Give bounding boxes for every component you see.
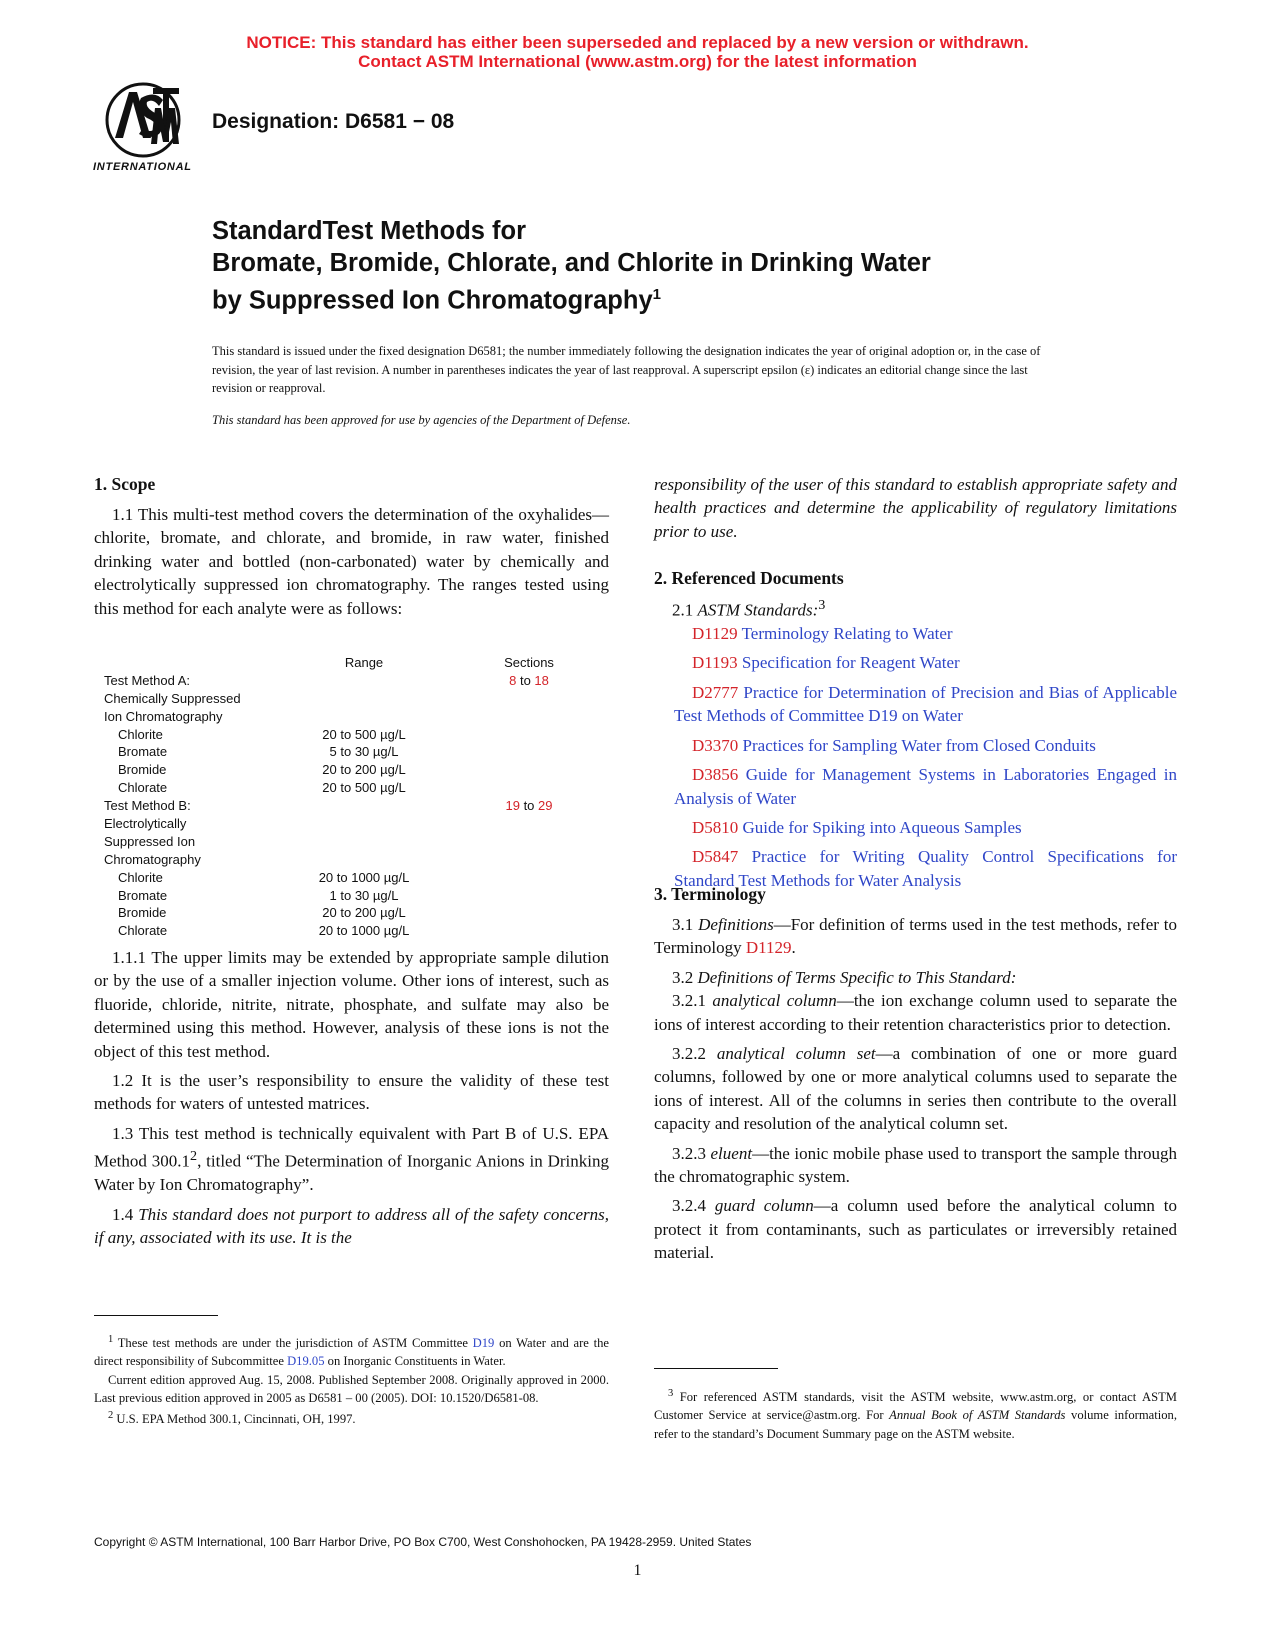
ref-title[interactable]: Practices for Sampling Water from Closed Conduits [738,735,1096,755]
range-value: 1 to 30 µg/L [329,887,399,903]
footnote-1-text: These test methods are under the jurisdiction of ASTM Committee [113,1336,473,1351]
ref-title[interactable]: Terminology Relating to Water [737,624,953,644]
ref-code[interactable]: D2777 [692,682,739,702]
terminology-section [654,883,766,906]
analyte: Bromate [118,744,168,760]
table-row [104,869,574,887]
footnote-mark-2[interactable]: 2 [189,1148,198,1165]
range-table [104,654,574,940]
analyte: Chlorite [118,726,163,742]
para-1-1-1: 1.1.1 The upper limits may be extended by appropriate sample dilution or by the use of a smaller injection volume. Other ions of interest, such as fluoride, chloride, nitrite, nitrate, phosphate, and sulfate may also be determined using this method. However, analysis of these ions is not the object of this test method. [94,948,609,1061]
copyright: Copyright © ASTM International, 100 Barr Harbor Drive, PO Box C700, West Conshohocken, PA 19428-2959. United States [94,1535,752,1549]
para-num: 3.1 [672,915,699,934]
range-value: 20 to 500 µg/L [322,780,406,796]
notice-line-1: NOTICE: This standard has either been superseded and replaced by a new version or withdrawn. [246,33,1029,52]
footnote-1-text: on Water and are the direct responsibility of Subcommittee [94,1336,609,1369]
method-a-label: Ion Chromatography [104,708,223,724]
para-1-4-cont-text: responsibility of the user of this standard to establish appropriate safety and health practices and determine the applicability of regulatory limitations prior to use. [654,475,1177,541]
footnote-3 [654,1385,1177,1443]
para-3-2 [654,966,1177,989]
para-1-2: 1.2 It is the user’s responsibility to ensure the validity of these test methods for waters of untested matrices. [94,1071,609,1114]
supersede-notice [0,33,1275,71]
def-term: analytical column set [716,1044,876,1064]
page-title [212,215,1112,317]
d1129-link[interactable]: D1129 [745,938,792,958]
title-footnote-mark: 1 [652,286,661,303]
header-sections: Sections [504,655,554,670]
sub-label: ASTM Standards: [697,600,819,620]
ref-code[interactable]: D5847 [692,847,739,867]
method-b-label: Electrolytically [104,816,187,832]
footnote-2-mark: 2 [108,1410,114,1422]
table-row [104,726,574,744]
definition [654,1194,1177,1264]
table-header-row [104,654,574,672]
terminology-heading: 3. Terminology [654,884,766,904]
title-line-1: StandardTest Methods for [212,217,527,245]
footnote-divider [94,1315,218,1316]
definition [654,1142,1177,1189]
range-value: 20 to 200 µg/L [322,762,406,778]
scope-body-continued [94,946,609,1256]
ref-item[interactable] [654,681,1177,728]
range-value: 20 to 1000 µg/L [318,923,410,939]
def-num: 3.2.2 [672,1044,717,1064]
analyte: Bromate [118,887,168,903]
logo-international-text: INTERNATIONAL [93,161,191,173]
preamble-dod: This standard has been approved for use by agencies of the Department of Defense. [212,413,631,427]
para-num: 3.2 [672,967,698,987]
footnote-edition: Current edition approved Aug. 15, 2008. Published September 2008. Originally approved in 2000. Last previous edition approved in 2005 as D6581 – 00 (2005). DOI: 10.1520/D6581-08. [94,1372,609,1406]
footnote-2-text: U.S. EPA Method 300.1, Cincinnati, OH, 1997. [113,1412,356,1427]
footnote-3-a: For referenced ASTM standards, visit the ASTM website, www.astm.org, or contact ASTM Customer Service at service@astm.org. For [654,1390,1177,1423]
para-1-4-italic: This standard does not purport to address all of the safety concerns, if any, associated with its use. It is the [94,1204,610,1248]
footnote-1-text: on Inorganic Constituents in Water. [324,1354,506,1369]
method-b-label: Chromatography [104,851,201,867]
ref-title[interactable]: Practice for Writing Quality Control Specifications for Standard Test Methods for Water Analysis [674,847,1177,890]
def-text: —the ion exchange column used to separate the ions of interest according to their retention characteristics prior to detection. [654,991,1178,1034]
range-value: 20 to 200 µg/L [322,905,406,921]
footnote-2 [94,1407,609,1428]
def-num: 3.2.4 [672,1196,715,1216]
method-a-sections [479,672,579,690]
ref-code[interactable]: D3856 [692,765,739,785]
table-row [104,815,574,833]
def-term: guard column [714,1196,814,1216]
refdocs-list [654,594,1177,898]
table-row [104,743,574,761]
para-1-4-continued [654,473,1177,543]
term: Definitions [698,915,774,934]
header-range: Range [344,655,384,670]
committee-d19-link[interactable]: D19 [472,1336,495,1351]
astm-logo [93,78,193,178]
para-1-4-num: 1.4 [112,1204,139,1224]
def-num: 3.2.1 [672,991,713,1011]
range-value: 20 to 1000 µg/L [318,869,410,885]
footnote-3-mark: 3 [668,1388,674,1399]
preamble-issue: This standard is issued under the fixed designation D6581; the number immediately following the designation indicates the year of original adoption or, in the case of revision, the year of last revision. A number in parentheses indicates the year of last reapproval. A superscript epsilon (ε) indicates an editorial change since the last revision or reapproval. [212,344,1041,395]
title-line-3 [212,279,1112,317]
table-row [104,851,574,869]
ref-code[interactable]: D1129 [692,624,738,644]
scope-section [94,473,155,496]
para-1-3 [94,1122,609,1197]
def-term: eluent [710,1143,753,1163]
method-b-label: Suppressed Ion [104,833,196,849]
def-text: —a column used before the analytical column to protect it from contaminants, such as particulates or irreversibly retained material. [654,1196,1178,1263]
definition [654,1042,1177,1136]
ref-item[interactable] [654,763,1177,810]
table-row [104,833,574,851]
footnote-1 [94,1331,609,1371]
footnotes-left [94,1331,609,1429]
section-to: to [519,798,539,814]
title-line-2: Bromate, Bromide, Chlorate, and Chlorite in Drinking Water [212,249,931,277]
table-row [104,904,574,922]
ref-title[interactable]: Practice for Determination of Precision and Bias of Applicable Test Methods of Committee D19 on Water [674,682,1177,726]
para-end: . [791,938,796,958]
method-b-sections [479,797,579,815]
table-row [104,887,574,905]
section-to: to [516,672,535,688]
ref-item[interactable] [654,734,1177,757]
range-value: 20 to 500 µg/L [322,726,406,742]
table-row [104,797,574,815]
method-b-label: Test Method B: [104,798,191,814]
page-number: 1 [633,1562,642,1579]
para-1-1: 1.1 This multi-test method covers the determination of the oxyhalides—chlorite, bromate, and chlorate, and bromide, in raw water, finished drinking water and bottled (non-carbonated) water by chemically and electrolytically suppressed ion chromatography. The ranges tested using this method for each analyte were as follows: [94,505,609,618]
analyte: Bromide [118,762,167,778]
scope-body [94,503,609,626]
footnote-3-italic: Annual Book of ASTM Standards [889,1408,1066,1423]
analyte: Chlorate [118,923,168,939]
para-text: —For definition of terms used in the test methods, refer to Terminology [654,915,1177,958]
para-1-3-text-end: , titled “The Determination of Inorganic Anions in Drinking Water by Ion Chromatography”. [94,1151,609,1195]
ref-code[interactable]: D3370 [692,735,739,755]
refdocs-section [654,567,844,590]
footnote-3-b: volume information, refer to the standard’s Document Summary page on the ASTM website. [654,1408,1177,1441]
refdocs-heading: 2. Referenced Documents [654,568,844,588]
ref-title[interactable]: Guide for Management Systems in Laboratories Engaged in Analysis of Water [674,765,1177,808]
def-text: —the ionic mobile phase used to transport the sample through the chromatographic system. [654,1143,1177,1187]
designation: Designation: D6581 − 08 [212,110,455,133]
subcommittee-d1905-link[interactable]: D19.05 [287,1354,325,1369]
table-row [104,690,574,708]
ref-code[interactable]: D5810 [692,817,739,837]
table-row [104,779,574,797]
def-text: —a combination of one or more guard columns, followed by one or more analytical columns used to separate the ions of interest. All of the columns in series then contribute to the overall capacity and resolution of the analytical column set. [654,1044,1177,1134]
ref-title[interactable]: Guide for Spiking into Aqueous Samples [738,817,1022,837]
astm-standards-sub [654,594,1177,622]
range-value: 5 to 30 µg/L [329,744,399,760]
section-link[interactable]: 18 [534,672,549,688]
title-line-3-text: by Suppressed Ion Chromatography [212,286,653,315]
section-link[interactable]: 19 [505,798,520,814]
para-text: Definitions of Terms Specific to This Standard: [697,967,1017,987]
table-row [104,761,574,779]
footnote-3-text [654,1385,1177,1443]
method-a-label: Chemically Suppressed [104,690,241,706]
table-row [104,922,574,940]
ref-item[interactable] [654,622,1177,645]
para-3-1 [654,913,1177,960]
ref-item[interactable] [654,816,1177,839]
ref-code[interactable]: D1193 [692,653,738,673]
para-1-4 [94,1203,609,1250]
footnote-1-mark: 1 [108,1334,114,1345]
analyte: Chlorite [118,869,163,885]
sub-num: 2.1 [672,600,698,620]
def-num: 3.2.3 [672,1143,711,1163]
scope-heading: 1. Scope [94,474,156,494]
analyte: Bromide [118,905,167,921]
section-link[interactable]: 8 [509,672,517,688]
section-link[interactable]: 29 [538,798,553,814]
terminology-body [654,913,1177,1271]
ref-item[interactable] [654,651,1177,674]
footnote-mark-3[interactable]: 3 [818,597,826,613]
table-row [104,708,574,726]
notice-line-2: Contact ASTM International (www.astm.org) for the latest information [358,52,917,71]
footnote-divider [654,1368,778,1369]
ref-title[interactable]: Specification for Reagent Water [737,653,960,673]
def-term: analytical column [712,991,837,1011]
analyte: Chlorate [118,780,168,796]
para-1-3-text: 1.3 This test method is technically equivalent with Part B of U.S. EPA Method 300.1 [94,1123,609,1171]
definition [654,989,1177,1036]
table-row [104,672,574,690]
method-a-label: Test Method A: [104,672,190,688]
